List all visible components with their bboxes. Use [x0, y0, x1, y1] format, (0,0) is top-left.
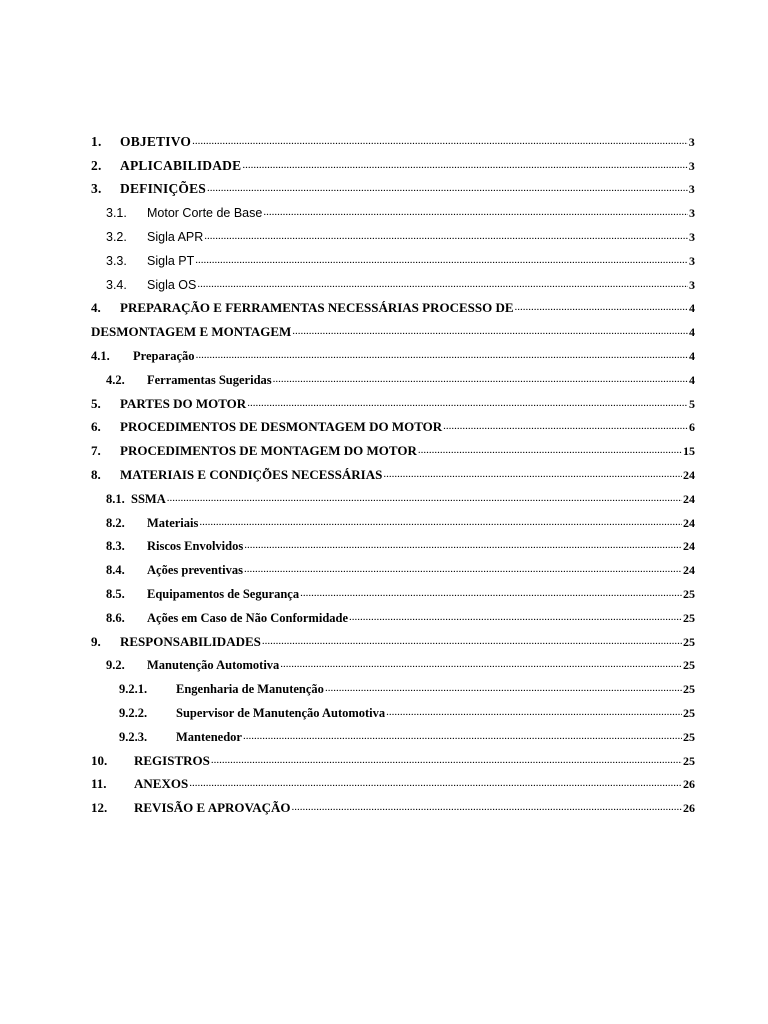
toc-page-number: 25 [683, 753, 695, 768]
dot-leader [515, 299, 688, 315]
toc-title: Materiais [147, 515, 199, 530]
toc-page-number: 3 [688, 182, 695, 197]
toc-title: Sigla APR [147, 229, 204, 244]
toc-entry-4-2[interactable] [91, 367, 695, 391]
toc-page-number: 4 [689, 325, 695, 340]
toc-number: 9. [91, 633, 101, 649]
toc-title: Manutenção Automotiva [147, 658, 280, 673]
toc-number: 9.2. [106, 658, 125, 673]
toc-page-number: 3 [689, 229, 695, 244]
toc-page-number: 24 [683, 563, 695, 578]
toc-title: Sigla PT [147, 253, 195, 268]
toc-title: Ações em Caso de Não Conformidade [147, 610, 349, 625]
toc-title: PROCEDIMENTOS DE DESMONTAGEM DO MOTOR [120, 419, 443, 435]
toc-page-number: 25 [683, 729, 695, 744]
toc-entry-3-1[interactable] [91, 200, 695, 224]
toc-page-number: 26 [683, 801, 695, 816]
dot-leader [243, 728, 682, 744]
toc-title: PARTES DO MOTOR [120, 395, 247, 411]
dot-leader [349, 609, 682, 625]
toc-number: 1. [91, 133, 102, 149]
toc-number: 7. [91, 443, 101, 459]
toc-page-number: 25 [683, 586, 695, 601]
toc-entry-9-2-1[interactable] [91, 676, 695, 700]
toc-number: 9.2.2. [119, 705, 148, 720]
dot-leader [199, 514, 682, 530]
dot-leader [242, 157, 687, 173]
toc-number: 8.6. [106, 610, 125, 625]
dot-leader [262, 633, 682, 649]
toc-title: Motor Corte de Base [147, 206, 263, 221]
toc-entry-4-continued[interactable] [91, 319, 695, 343]
toc-page-number: 26 [683, 777, 695, 792]
toc-page-number: 25 [683, 705, 695, 720]
toc-entry-12[interactable] [91, 795, 695, 819]
toc-number: 8.2. [106, 515, 125, 530]
toc-entry-9[interactable] [91, 629, 695, 653]
toc-number: 8.3. [106, 539, 125, 554]
toc-entry-8-6[interactable] [91, 605, 695, 629]
toc-title: Preparação [133, 348, 195, 363]
toc-entry-10[interactable] [91, 748, 695, 772]
toc-title: Mantenedor [176, 729, 242, 744]
dot-leader [443, 418, 688, 434]
toc-number: 11. [91, 776, 107, 792]
toc-number: 10. [91, 752, 108, 768]
toc-entry-9-2[interactable] [91, 653, 695, 677]
toc-title: Equipamentos de Segurança [147, 586, 300, 601]
dot-leader [386, 704, 682, 720]
toc-number: 3.1. [106, 206, 127, 221]
toc-number: 8. [91, 466, 101, 482]
table-of-contents [91, 129, 695, 819]
toc-entry-8-4[interactable] [91, 557, 695, 581]
dot-leader [292, 323, 688, 339]
toc-number: 8.4. [106, 563, 125, 578]
toc-entry-6[interactable] [91, 415, 695, 439]
toc-title: Riscos Envolvidos [147, 539, 244, 554]
toc-title: REVISÃO E APROVAÇÃO [134, 800, 291, 816]
toc-title: OBJETIVO [120, 133, 192, 149]
toc-page-number: 3 [689, 277, 695, 292]
toc-title: Engenharia de Manutenção [176, 682, 324, 697]
toc-page-number: 24 [683, 539, 695, 554]
dot-leader [244, 561, 682, 577]
toc-number: 2. [91, 157, 102, 173]
toc-title: MATERIAIS E CONDIÇÕES NECESSÁRIAS [120, 466, 383, 482]
toc-title: Ferramentas Sugeridas [147, 372, 272, 387]
dot-leader [167, 490, 682, 506]
toc-entry-8-1[interactable] [91, 486, 695, 510]
toc-number: 3. [91, 181, 102, 197]
toc-number: 4.1. [91, 348, 110, 363]
toc-page-number: 15 [683, 444, 695, 459]
toc-entry-3-3[interactable] [91, 248, 695, 272]
toc-title: PREPARAÇÃO E FERRAMENTAS NECESSÁRIAS PROCESSO DE [120, 300, 514, 316]
toc-page-number: 6 [689, 420, 695, 435]
toc-title: DEFINIÇÕES [120, 181, 207, 197]
toc-number: 3.2. [106, 229, 127, 244]
toc-page-number: 25 [683, 610, 695, 625]
toc-entry-9-2-2[interactable] [91, 700, 695, 724]
toc-entry-7[interactable] [91, 438, 695, 462]
toc-entry-8[interactable] [91, 462, 695, 486]
toc-title: RESPONSABILIDADES [120, 633, 261, 649]
dot-leader [189, 775, 682, 791]
toc-entry-2[interactable] [91, 153, 695, 177]
toc-number: 4.2. [106, 372, 125, 387]
toc-title: DESMONTAGEM E MONTAGEM [91, 324, 292, 340]
dot-leader [207, 180, 688, 196]
toc-page-number: 3 [688, 158, 695, 173]
toc-number: 8.5. [106, 586, 125, 601]
toc-entry-4-1[interactable] [91, 343, 695, 367]
toc-entry-3[interactable] [91, 177, 695, 201]
dot-leader [418, 442, 682, 458]
toc-title: SSMA [131, 491, 166, 506]
dot-leader [197, 276, 688, 292]
toc-entry-8-3[interactable] [91, 534, 695, 558]
dot-leader [325, 680, 682, 696]
toc-entry-11[interactable] [91, 772, 695, 796]
toc-page-number: 24 [683, 515, 695, 530]
dot-leader [263, 204, 688, 220]
dot-leader [273, 371, 688, 387]
toc-number: 6. [91, 419, 101, 435]
toc-page-number: 4 [689, 301, 695, 316]
toc-number: 8.1. [106, 491, 125, 506]
toc-number: 5. [91, 395, 101, 411]
dot-leader [244, 537, 682, 553]
dot-leader [192, 133, 688, 149]
toc-page-number: 25 [683, 682, 695, 697]
toc-page-number: 25 [683, 634, 695, 649]
dot-leader [247, 395, 688, 411]
toc-title: Sigla OS [147, 277, 197, 292]
toc-entry-4[interactable] [91, 296, 695, 320]
toc-number: 9.2.1. [119, 682, 148, 697]
dot-leader [383, 466, 682, 482]
dot-leader [211, 752, 682, 768]
dot-leader [195, 252, 688, 268]
toc-entry-3-4[interactable] [91, 272, 695, 296]
toc-title: APLICABILIDADE [120, 157, 242, 173]
toc-entry-1[interactable] [91, 129, 695, 153]
toc-page-number: 24 [683, 467, 695, 482]
toc-title: PROCEDIMENTOS DE MONTAGEM DO MOTOR [120, 443, 417, 459]
toc-page-number: 3 [689, 253, 695, 268]
toc-entry-9-2-3[interactable] [91, 724, 695, 748]
toc-number: 9.2.3. [119, 729, 148, 744]
toc-entry-8-5[interactable] [91, 581, 695, 605]
toc-page-number: 24 [683, 491, 695, 506]
toc-page-number: 4 [689, 372, 695, 387]
dot-leader [196, 347, 688, 363]
dot-leader [292, 799, 682, 815]
toc-number: 3.3. [106, 253, 127, 268]
toc-page-number: 3 [689, 206, 695, 221]
toc-entry-5[interactable] [91, 391, 695, 415]
toc-number: 3.4. [106, 277, 127, 292]
dot-leader [300, 585, 682, 601]
toc-page-number: 3 [688, 134, 695, 149]
toc-page-number: 25 [683, 658, 695, 673]
toc-number: 4. [91, 300, 101, 316]
toc-title: Supervisor de Manutenção Automotiva [176, 705, 386, 720]
dot-leader [204, 228, 688, 244]
dot-leader [280, 656, 682, 672]
toc-title: ANEXOS [134, 776, 189, 792]
toc-title: REGISTROS [134, 752, 210, 768]
toc-page-number: 4 [689, 348, 695, 363]
toc-number: 12. [91, 800, 108, 816]
toc-entry-3-2[interactable] [91, 224, 695, 248]
toc-page-number: 5 [689, 396, 695, 411]
toc-entry-8-2[interactable] [91, 510, 695, 534]
toc-title: Ações preventivas [147, 563, 243, 578]
